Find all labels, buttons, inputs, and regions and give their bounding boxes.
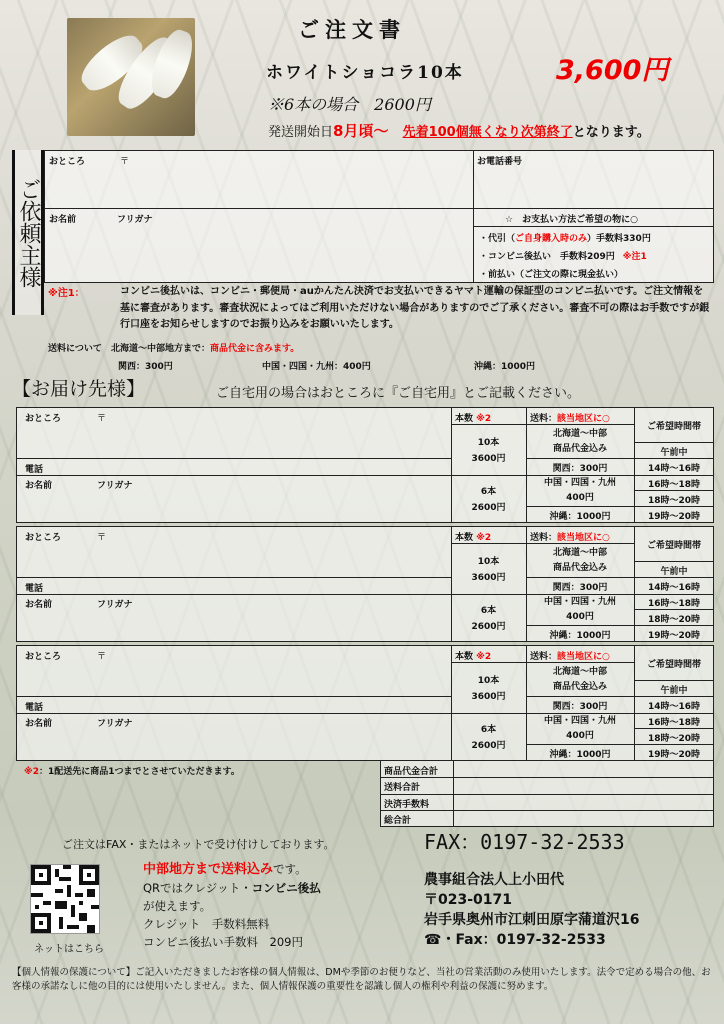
fee-kansai-option[interactable]: 関西：300円 (552, 583, 608, 593)
note1-text: コンビニ後払いは、コンビニ・郵便局・auかんたん決済でお支払いできるヤマト運輸の保証型のコンビニ払いです。ご注文情報を基に審査があります。審査状況によってはご利用いただけない場合がありますのでご了承ください。審査不可の際はお手数ですが銀行口座をお知らせしますのでお振り込みをお願いいたします。 (120, 286, 710, 330)
total-shipping-label: 送料合計 (384, 783, 421, 793)
delivery-postal-mark: 〒 (97, 533, 107, 543)
phone-input[interactable] (477, 167, 707, 205)
fee-header: 送料：該当地区に○ (530, 414, 610, 424)
time-option[interactable]: 14時〜16時 (647, 464, 701, 474)
furigana-label: フリガナ (117, 215, 153, 225)
delivery-furigana-label: フリガナ (97, 719, 133, 729)
org-name: 農事組合法人上小田代 (424, 872, 564, 888)
time-option[interactable]: 16時〜18時 (647, 599, 701, 609)
organization-info (424, 870, 639, 950)
address-label: おところ (49, 157, 86, 167)
qty-label: 本数 ※2 (455, 533, 492, 543)
delivery-phone-label: 電話 (25, 584, 44, 594)
fee-kansai-option[interactable]: 関西：300円 (552, 702, 608, 712)
six-pack-price: ※6本の場合 2600円 (268, 95, 431, 114)
time-option[interactable]: 16時〜18時 (647, 480, 701, 490)
delivery-address-block (16, 407, 714, 523)
grand-total-input[interactable] (455, 812, 711, 826)
note2: ※2：1配送先に商品1つまでとさせていただきます。 (24, 767, 240, 777)
fee-chugoku: 中国・四国・九州：400円 (262, 362, 371, 372)
payment-prepay[interactable]: ・前払い（ご注文の際に現金払い） (479, 270, 624, 280)
total-fee-label: 決済手数料 (384, 800, 430, 810)
ship-date: 8月頃〜 (333, 122, 389, 140)
qty-10-option[interactable]: 10本 3600円 (471, 676, 506, 702)
qr-code[interactable] (30, 864, 100, 934)
fee-kansai-option[interactable]: 関西：300円 (552, 464, 608, 474)
fee-header: 送料：該当地区に○ (530, 533, 610, 543)
time-option[interactable]: 16時〜18時 (647, 718, 701, 728)
fax-number: FAX：0197-32-2533 (424, 830, 625, 854)
delivery-postal-mark: 〒 (97, 652, 107, 662)
time-option[interactable]: 14時〜16時 (647, 583, 701, 593)
ship-limit-note: 先着100個無くなり次第終了 (402, 125, 573, 140)
total-goods-input[interactable] (455, 762, 711, 776)
time-header: ご希望時間帯 (646, 422, 701, 432)
delivery-address-label: おところ (25, 414, 62, 424)
grand-total-label: 総合計 (384, 816, 412, 826)
time-option[interactable]: 午前中 (660, 686, 688, 696)
time-option[interactable]: 18時〜20時 (647, 734, 701, 744)
delivery-address-label: おところ (25, 533, 62, 543)
time-option[interactable]: 18時〜20時 (647, 496, 701, 506)
fee-hokkaido-option[interactable]: 北海道〜中部 商品代金込み (552, 429, 607, 454)
fee-okinawa-option[interactable]: 沖縄：1000円 (549, 750, 611, 760)
product-price: 3,600円 (556, 55, 669, 86)
qty-label: 本数 ※2 (455, 652, 492, 662)
delivery-name-label: お名前 (25, 600, 53, 610)
delivery-name-input[interactable] (77, 609, 447, 639)
time-option[interactable]: 19時〜20時 (647, 512, 701, 522)
order-methods: ご注文はFAX・またはネットで受け付けしております。 (62, 838, 335, 851)
delivery-name-input[interactable] (77, 728, 447, 758)
delivery-name-label: お名前 (25, 719, 53, 729)
totals-table (380, 760, 714, 827)
org-postal: 〒023-0171 (424, 892, 512, 908)
delivery-address-block (16, 526, 714, 642)
delivery-title: 【お届け先様】 (12, 378, 146, 400)
qty-6-option[interactable]: 6本 2600円 (471, 725, 506, 751)
qty-6-option[interactable]: 6本 2600円 (471, 606, 506, 632)
delivery-furigana-label: フリガナ (97, 481, 133, 491)
org-tel-fax: ☎・Fax：0197-32-2533 (424, 932, 606, 948)
time-header: ご希望時間帯 (646, 660, 701, 670)
total-shipping-input[interactable] (455, 779, 711, 793)
time-option[interactable]: 19時〜20時 (647, 750, 701, 760)
time-option[interactable]: 18時〜20時 (647, 615, 701, 625)
delivery-phone-input[interactable] (57, 698, 447, 712)
fee-okinawa-option[interactable]: 沖縄：1000円 (549, 631, 611, 641)
promo-block: 中部地方まで送料込みです。 QRではクレジット・コンビニ後払 が使えます。 クレジット 手数料無料 コンビニ後払い手数料 209円 (143, 862, 321, 949)
qty-10-option[interactable]: 10本 3600円 (471, 438, 506, 464)
payment-cod[interactable]: ・代引（ご自身購入時のみ）手数料330円 (479, 234, 651, 244)
fee-kansai: 関西：300円 (118, 362, 173, 372)
qty-6-option[interactable]: 6本 2600円 (471, 487, 506, 513)
corn-photo (67, 18, 195, 136)
qty-10-option[interactable]: 10本 3600円 (471, 557, 506, 583)
orderer-side-label: ご依頼主様 (12, 150, 44, 315)
total-fee-input[interactable] (455, 796, 711, 809)
time-option[interactable]: 19時〜20時 (647, 631, 701, 641)
qr-label: ネットはこちら (34, 944, 104, 955)
delivery-address-label: おところ (25, 652, 62, 662)
page-title: ご注文書 (298, 17, 406, 42)
postal-mark: 〒 (120, 157, 130, 167)
time-option[interactable]: 午前中 (660, 567, 688, 577)
org-address: 岩手県奥州市江刺田原字蒲道沢16 (424, 912, 640, 928)
product-name: ホワイトショコラ10本 (266, 63, 464, 83)
delivery-address-input[interactable] (77, 422, 447, 456)
delivery-subtitle: ご自宅用の場合はおところに『ご自宅用』とご記載ください。 (216, 386, 581, 401)
delivery-furigana-label: フリガナ (97, 600, 133, 610)
privacy-notice: 【個人情報の保護について】ご記入いただきましたお客様の個人情報は、DMや季節のお便りなど、当社の営業活動のみ使用いたします。法令で定める場合の他、お客様の承諾なしに他の目的には使用いたしません。また、個人情報保護の重要性を認識し個人の権利や利益の保護に努めます。 (12, 967, 711, 992)
delivery-address-block (16, 645, 714, 761)
payment-header: ☆ お支払い方法ご希望の物に○ (505, 215, 638, 225)
delivery-phone-label: 電話 (25, 703, 44, 713)
shipping-start: 発送開始日8月頃〜 先着100個無くなり次第終了となります。 (268, 122, 650, 140)
delivery-postal-mark: 〒 (97, 414, 107, 424)
orderer-form (44, 150, 714, 283)
name-label: お名前 (49, 215, 77, 225)
fee-header: 送料：該当地区に○ (530, 652, 610, 662)
delivery-name-input[interactable] (77, 490, 447, 520)
payment-convenience[interactable]: ・コンビニ後払い 手数料209円 ※注1 (479, 252, 647, 262)
address-input[interactable] (105, 165, 465, 205)
name-input[interactable] (105, 225, 465, 280)
total-goods-label: 商品代金合計 (384, 767, 439, 777)
time-option[interactable]: 午前中 (660, 448, 688, 458)
time-option[interactable]: 14時〜16時 (647, 702, 701, 712)
fee-hokkaido-option[interactable]: 北海道〜中部 商品代金込み (552, 548, 607, 573)
phone-label: お電話番号 (477, 157, 523, 167)
fee-okinawa-option[interactable]: 沖縄：1000円 (549, 512, 611, 522)
qty-label: 本数 ※2 (455, 414, 492, 424)
delivery-phone-input[interactable] (57, 460, 447, 474)
fee-chugoku-option[interactable]: 中国・四国・九州 400円 (543, 478, 616, 503)
delivery-name-label: お名前 (25, 481, 53, 491)
delivery-address-input[interactable] (77, 541, 447, 575)
shipping-fee-info: 送料について 北海道〜中部地方まで：商品代金に含みます。 (48, 344, 300, 354)
fee-chugoku-option[interactable]: 中国・四国・九州 400円 (543, 716, 616, 741)
fee-chugoku-option[interactable]: 中国・四国・九州 400円 (543, 597, 616, 622)
delivery-address-input[interactable] (77, 660, 447, 694)
fee-okinawa: 沖縄：1000円 (474, 362, 536, 372)
delivery-phone-label: 電話 (25, 465, 44, 475)
time-header: ご希望時間帯 (646, 541, 701, 551)
fee-hokkaido-option[interactable]: 北海道〜中部 商品代金込み (552, 667, 607, 692)
delivery-phone-input[interactable] (57, 579, 447, 593)
note1-label: ※注1： (48, 288, 85, 299)
